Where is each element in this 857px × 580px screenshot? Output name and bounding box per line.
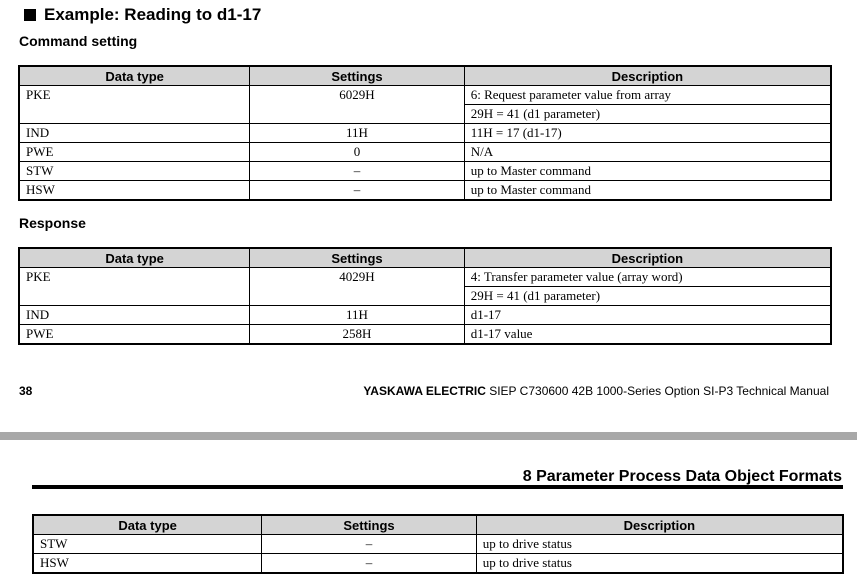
- description-cell: up to drive status: [476, 554, 843, 574]
- table-row: [19, 143, 831, 162]
- command-setting-title: Command setting: [19, 33, 138, 49]
- heading-text: Example: Reading to d1-17: [44, 5, 262, 24]
- command-setting-table: [18, 65, 832, 201]
- column-header: Data type: [19, 66, 250, 86]
- settings-cell: –: [262, 535, 476, 554]
- data-type-cell: PWE: [19, 143, 250, 162]
- description-cell: 4: Transfer parameter value (array word): [464, 268, 831, 287]
- table-row: [19, 268, 831, 287]
- settings-cell: 4029H: [250, 268, 464, 306]
- table-row: [19, 86, 831, 105]
- column-header: Description: [476, 515, 843, 535]
- footer-manual: SIEP C730600 42B 1000-Series Option SI-P3 Technical Manual: [489, 384, 829, 398]
- settings-cell: –: [262, 554, 476, 574]
- page-number: 38: [19, 384, 33, 398]
- description-cell: up to Master command: [464, 181, 831, 201]
- example-heading: [24, 5, 261, 25]
- column-header: Settings: [262, 515, 476, 535]
- table-row: [33, 554, 843, 574]
- square-bullet-icon: [24, 9, 36, 21]
- column-header: Description: [464, 248, 831, 268]
- data-type-cell: HSW: [33, 554, 262, 574]
- footer-brand: YASKAWA ELECTRIC: [363, 384, 486, 398]
- description-cell: 29H = 41 (d1 parameter): [464, 287, 831, 306]
- drive-status-table: [32, 514, 844, 574]
- header-row: [19, 66, 831, 86]
- data-type-cell: HSW: [19, 181, 250, 201]
- table-row: [19, 124, 831, 143]
- data-type-cell: STW: [33, 535, 262, 554]
- data-type-cell: PKE: [19, 268, 250, 306]
- response-table: [18, 247, 832, 345]
- description-cell: up to Master command: [464, 162, 831, 181]
- description-cell: N/A: [464, 143, 831, 162]
- table-row: [33, 535, 843, 554]
- data-type-cell: IND: [19, 306, 250, 325]
- data-type-cell: PKE: [19, 86, 250, 124]
- data-type-cell: IND: [19, 124, 250, 143]
- description-cell: 29H = 41 (d1 parameter): [464, 105, 831, 124]
- column-header: Data type: [19, 248, 250, 268]
- table-row: [19, 162, 831, 181]
- section-title: 8 Parameter Process Data Object Formats: [522, 468, 842, 485]
- table-row: [19, 306, 831, 325]
- settings-cell: –: [250, 162, 464, 181]
- settings-cell: –: [250, 181, 464, 201]
- response-title: Response: [19, 215, 86, 231]
- column-header: Settings: [250, 66, 464, 86]
- page-separator: [0, 432, 857, 440]
- header-row: [33, 515, 843, 535]
- section-rule: [32, 485, 843, 489]
- settings-cell: 11H: [250, 124, 464, 143]
- table-row: [19, 325, 831, 345]
- footer-text: [363, 384, 829, 398]
- settings-cell: 11H: [250, 306, 464, 325]
- column-header: Data type: [33, 515, 262, 535]
- settings-cell: 6029H: [250, 86, 464, 124]
- data-type-cell: PWE: [19, 325, 250, 345]
- column-header: Settings: [250, 248, 464, 268]
- description-cell: d1-17 value: [464, 325, 831, 345]
- data-type-cell: STW: [19, 162, 250, 181]
- column-header: Description: [464, 66, 831, 86]
- description-cell: d1-17: [464, 306, 831, 325]
- settings-cell: 258H: [250, 325, 464, 345]
- header-row: [19, 248, 831, 268]
- table-row: [19, 181, 831, 201]
- description-cell: up to drive status: [476, 535, 843, 554]
- description-cell: 6: Request parameter value from array: [464, 86, 831, 105]
- description-cell: 11H = 17 (d1-17): [464, 124, 831, 143]
- settings-cell: 0: [250, 143, 464, 162]
